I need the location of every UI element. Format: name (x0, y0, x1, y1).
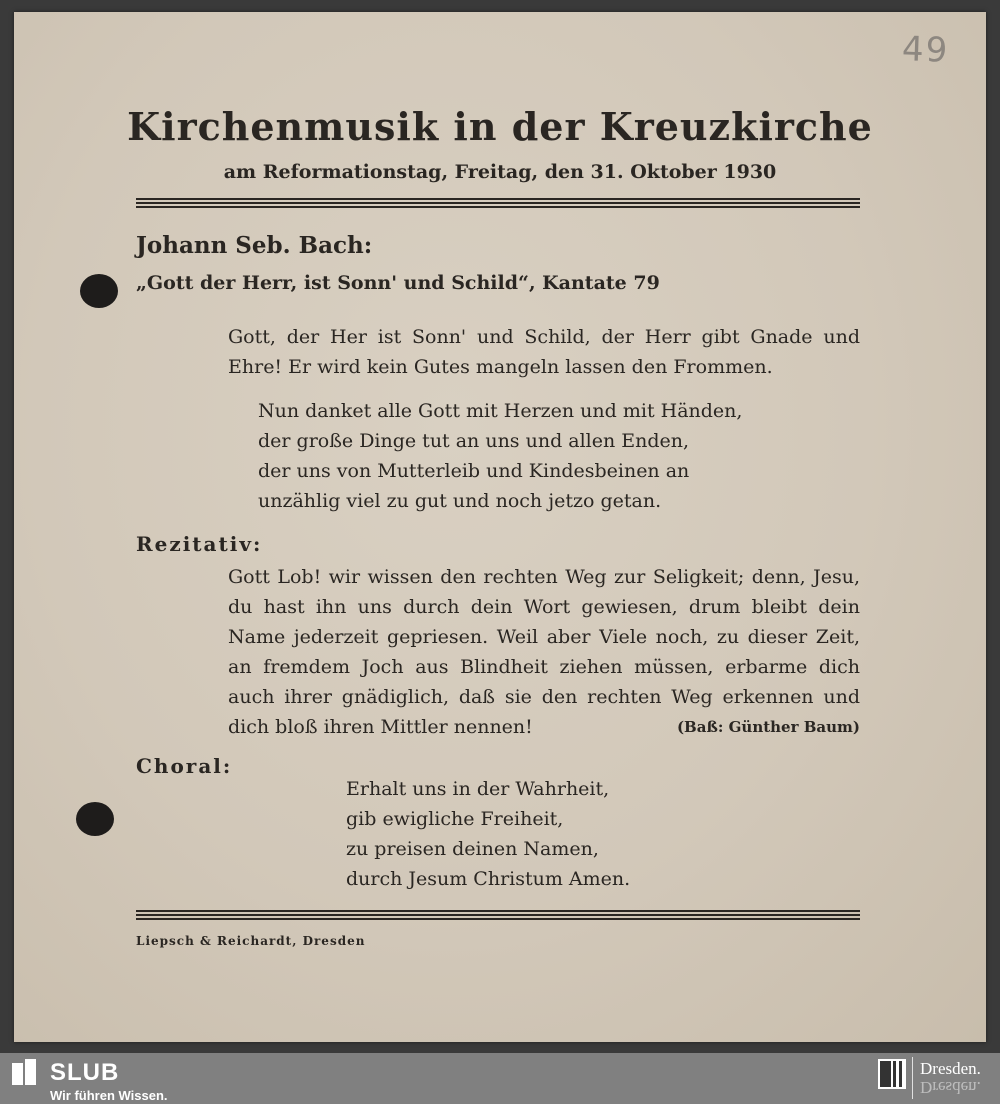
hymn-line: der große Dinge tut an uns und allen Enden, (258, 430, 690, 452)
chorale-line: gib ewigliche Freiheit, (346, 808, 564, 830)
opening-text (136, 322, 860, 382)
recitative-heading: Rezitativ: (136, 532, 263, 556)
pencil-annotation: 49 (901, 29, 950, 71)
opening-text-body: Gott, der Her ist Sonn' und Schild, der Herr gibt Gnade und Ehre! Er wird kein Gutes mangeln lassen den Frommen. (228, 326, 860, 378)
hymn-verse (258, 396, 742, 516)
punch-hole-top (80, 274, 118, 308)
recitative-text (136, 562, 860, 742)
top-double-rule (136, 198, 860, 210)
document-title: Kirchenmusik in der Kreuzkirche (127, 104, 873, 149)
hymn-line: Nun danket alle Gott mit Herzen und mit Händen, (258, 400, 743, 422)
city-name-reflection: Dresden. (920, 1078, 981, 1097)
printer-imprint: Liepsch & Reichardt, Dresden (136, 934, 366, 948)
chorale-line: durch Jesum Christum Amen. (346, 868, 631, 890)
performer-credit: (Baß: Günther Baum) (676, 718, 860, 736)
recitative-text-body: Gott Lob! wir wissen den rechten Weg zur Seligkeit; denn, Jesu, du hast ihn uns durch dein Wort gewiesen, drum bleibt dein Name jederzeit gepriesen. Weil aber Viele noch, zu dieser Zeit, an fremdem Joch aus Blindheit ziehen müssen, erbarme dich auch ihrer gnädiglich, daß sie den rechten Weg erkennen und dich bloß ihren Mittler nennen! (228, 566, 860, 738)
city-name[interactable]: Dresden. (920, 1059, 981, 1078)
hymn-line: der uns von Mutterleib und Kindesbeinen an (258, 460, 690, 482)
bottom-double-rule (136, 910, 860, 922)
hymn-line: unzählig viel zu gut und noch jetzo getan. (258, 490, 662, 512)
library-name[interactable]: SLUB (50, 1059, 120, 1086)
footer-bar (0, 1053, 1000, 1104)
chorale-heading: Choral: (136, 754, 233, 778)
slub-logo-icon[interactable] (12, 1059, 38, 1087)
library-tagline: Wir führen Wissen. (50, 1088, 168, 1103)
work-title: „Gott der Herr, ist Sonn' und Schild“, Kantate 79 (136, 272, 660, 294)
footer-divider (912, 1057, 913, 1099)
city-crest-icon[interactable] (878, 1059, 906, 1089)
document-subtitle: am Reformationstag, Freitag, den 31. Oktober 1930 (223, 161, 777, 183)
chorale-line: zu preisen deinen Namen, (346, 838, 599, 860)
chorale-verse (346, 774, 630, 894)
punch-hole-bottom (76, 802, 114, 836)
composer-name: Johann Seb. Bach: (136, 232, 373, 259)
chorale-line: Erhalt uns in der Wahrheit, (346, 778, 610, 800)
